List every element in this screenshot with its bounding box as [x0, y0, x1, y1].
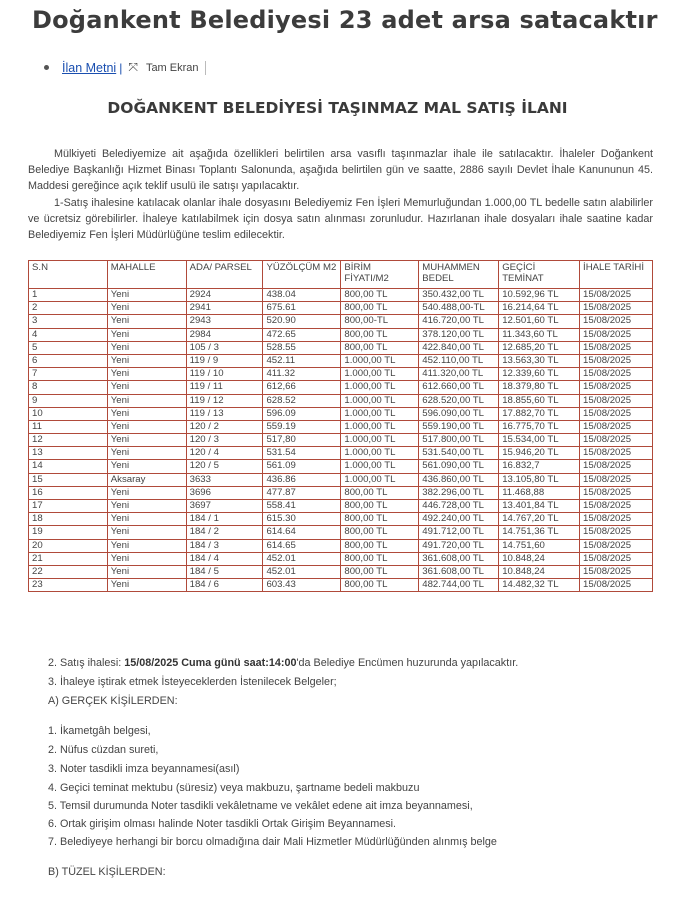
- cell-ada-parsel: 184 / 2: [186, 526, 263, 539]
- cell-birim-fiyat: 800,00 TL: [341, 302, 419, 315]
- cell-ada-parsel: 184 / 3: [186, 539, 263, 552]
- cell-birim-fiyat: 1.000,00 TL: [341, 460, 419, 473]
- cell-mahalle: Yeni: [107, 579, 186, 592]
- cell-muhammen-bedel: 596.090,00 TL: [419, 407, 499, 420]
- document-title: DOĞANKENT BELEDİYESİ TAŞINMAZ MAL SATIŞ İLANI: [107, 99, 568, 117]
- cell-ihale-tarihi: 15/08/2025: [580, 526, 653, 539]
- cell-mahalle: Yeni: [107, 526, 186, 539]
- doc-item: 1. İkametgâh belgesi,: [48, 725, 151, 737]
- cell-birim-fiyat: 1.000,00 TL: [341, 407, 419, 420]
- header-ihale-tarihi: İHALE TARİHİ: [580, 261, 653, 289]
- cell-ada-parsel: 3696: [186, 486, 263, 499]
- ilan-metni-link[interactable]: İlan Metni: [62, 60, 117, 75]
- cell-ihale-tarihi: 15/08/2025: [580, 460, 653, 473]
- cell-yuzolcum: 520.90: [263, 315, 341, 328]
- cell-muhammen-bedel: 436.860,00 TL: [419, 473, 499, 486]
- cell-ihale-tarihi: 15/08/2025: [580, 407, 653, 420]
- cell-yuzolcum: 559.19: [263, 420, 341, 433]
- cell-birim-fiyat: 1.000,00 TL: [341, 420, 419, 433]
- table-row: [29, 407, 653, 420]
- cell-yuzolcum: 612,66: [263, 381, 341, 394]
- cell-ada-parsel: 105 / 3: [186, 341, 263, 354]
- cell-birim-fiyat: 800,00 TL: [341, 565, 419, 578]
- cell-sn: 17: [29, 500, 108, 513]
- cell-ada-parsel: 120 / 3: [186, 434, 263, 447]
- table-row: [29, 486, 653, 499]
- table-row: [29, 473, 653, 486]
- header-muhammen-bedel: MUHAMMEN BEDEL: [419, 261, 499, 289]
- cell-ihale-tarihi: 15/08/2025: [580, 420, 653, 433]
- cell-birim-fiyat: 1.000,00 TL: [341, 434, 419, 447]
- cell-gecici-teminat: 16.775,70 TL: [499, 420, 580, 433]
- cell-ada-parsel: 2943: [186, 315, 263, 328]
- cell-ada-parsel: 119 / 9: [186, 354, 263, 367]
- cell-muhammen-bedel: 361.608,00 TL: [419, 565, 499, 578]
- cell-mahalle: Yeni: [107, 368, 186, 381]
- cell-muhammen-bedel: 559.190,00 TL: [419, 420, 499, 433]
- cell-ada-parsel: 120 / 5: [186, 460, 263, 473]
- cell-gecici-teminat: 18.855,60 TL: [499, 394, 580, 407]
- cell-ihale-tarihi: 15/08/2025: [580, 500, 653, 513]
- cell-ihale-tarihi: 15/08/2025: [580, 315, 653, 328]
- cell-yuzolcum: 438.04: [263, 289, 341, 302]
- table-row: [29, 539, 653, 552]
- cell-gecici-teminat: 14.751,60: [499, 539, 580, 552]
- cell-yuzolcum: 477.87: [263, 486, 341, 499]
- doc-item: 2. Nüfus cüzdan sureti,: [48, 744, 159, 756]
- sale-date-line: [48, 657, 518, 669]
- cell-yuzolcum: 561.09: [263, 460, 341, 473]
- cell-sn: 14: [29, 460, 108, 473]
- cell-gecici-teminat: 11.343,60 TL: [499, 328, 580, 341]
- cell-yuzolcum: 558.41: [263, 500, 341, 513]
- cell-ada-parsel: 119 / 10: [186, 368, 263, 381]
- cell-birim-fiyat: 1.000,00 TL: [341, 473, 419, 486]
- table-row: [29, 552, 653, 565]
- cell-sn: 9: [29, 394, 108, 407]
- cell-yuzolcum: 614.64: [263, 526, 341, 539]
- cell-gecici-teminat: 10.848,24: [499, 552, 580, 565]
- cell-gecici-teminat: 10.592,96 TL: [499, 289, 580, 302]
- cell-mahalle: Yeni: [107, 341, 186, 354]
- table-row: [29, 513, 653, 526]
- table-row: [29, 460, 653, 473]
- cell-muhammen-bedel: 482.744,00 TL: [419, 579, 499, 592]
- cell-muhammen-bedel: 382.296,00 TL: [419, 486, 499, 499]
- cell-yuzolcum: 517,80: [263, 434, 341, 447]
- cell-yuzolcum: 596.09: [263, 407, 341, 420]
- table-row: [29, 434, 653, 447]
- sale-date-suffix: 'da Belediye Encümen huzurunda yapılacaktır.: [296, 657, 519, 669]
- doc-item: 4. Geçici teminat mektubu (süresiz) veya makbuzu, şartname bedeli makbuzu: [48, 782, 420, 794]
- doc-item: 5. Temsil durumunda Noter tasdikli vekâletname ve vekâlet edene ait imza beyannamesi,: [48, 800, 473, 812]
- sale-date-bold: 15/08/2025 Cuma günü saat:14:00: [124, 657, 297, 669]
- table-row: [29, 579, 653, 592]
- cell-birim-fiyat: 800,00 TL: [341, 539, 419, 552]
- cell-mahalle: Yeni: [107, 289, 186, 302]
- documents-line: 3. İhaleye iştirak etmek İsteyeceklerden İstenilecek Belgeler;: [48, 676, 337, 688]
- cell-mahalle: Yeni: [107, 381, 186, 394]
- cell-mahalle: Yeni: [107, 552, 186, 565]
- purchase-paragraph: 1-Satış ihalesine katılacak olanlar ihale dosyasını Belediyemiz Fen İşleri Memurluğundan 1.000,00 TL bedelle satın alabilirler ve ücretsiz görebilirler. İhaleye katılabilmek için dosya satın alınması zorunludur. Hazırlanan ihale dosyaları ihale saatine kadar Belediyemiz Fen İşleri Müdürlüğüne teslim edilecektir.: [28, 197, 653, 241]
- cell-sn: 20: [29, 539, 108, 552]
- table-row: [29, 341, 653, 354]
- link-separator: |: [119, 60, 123, 75]
- cell-yuzolcum: 472.65: [263, 328, 341, 341]
- cell-muhammen-bedel: 422.840,00 TL: [419, 341, 499, 354]
- cell-ada-parsel: 119 / 13: [186, 407, 263, 420]
- intro-paragraph: Mülkiyeti Belediyemize ait aşağıda özellikleri belirtilen arsa vasıflı taşınmazlar ihale ile satılacaktır. İhaleler Doğankent Belediye Başkanlığı Hizmet Binası Toplantı Salonunda, aşağıda belirtilen gün ve saatte, 2886 sayılı Devlet İhale Kanununun 45. Maddesi gereğince açık teklif usulü ile satışı yapılacaktır.: [28, 148, 653, 192]
- doc-item: 3. Noter tasdikli imza beyannamesi(asıl): [48, 763, 240, 775]
- cell-gecici-teminat: 14.482,32 TL: [499, 579, 580, 592]
- cell-birim-fiyat: 800,00 TL: [341, 526, 419, 539]
- cell-ihale-tarihi: 15/08/2025: [580, 579, 653, 592]
- cell-ihale-tarihi: 15/08/2025: [580, 341, 653, 354]
- cell-sn: 18: [29, 513, 108, 526]
- cell-muhammen-bedel: 491.720,00 TL: [419, 539, 499, 552]
- link-bar: [44, 60, 206, 75]
- table-row: [29, 500, 653, 513]
- cell-birim-fiyat: 800,00 TL: [341, 513, 419, 526]
- cell-ada-parsel: 120 / 2: [186, 420, 263, 433]
- cell-ada-parsel: 3633: [186, 473, 263, 486]
- doc-item: 6. Ortak girişim olması halinde Noter tasdikli Ortak Girişim Beyannamesi.: [48, 818, 397, 830]
- cell-ihale-tarihi: 15/08/2025: [580, 552, 653, 565]
- cell-muhammen-bedel: 452.110,00 TL: [419, 354, 499, 367]
- cell-birim-fiyat: 800,00 TL: [341, 486, 419, 499]
- cell-gecici-teminat: 13.401,84 TL: [499, 500, 580, 513]
- cell-mahalle: Yeni: [107, 394, 186, 407]
- cell-gecici-teminat: 14.767,20 TL: [499, 513, 580, 526]
- cell-mahalle: Aksaray: [107, 473, 186, 486]
- cell-sn: 16: [29, 486, 108, 499]
- cell-gecici-teminat: 16.832,7: [499, 460, 580, 473]
- cell-sn: 23: [29, 579, 108, 592]
- cell-sn: 2: [29, 302, 108, 315]
- cell-muhammen-bedel: 411.320,00 TL: [419, 368, 499, 381]
- doc-item: 7. Belediyeye herhangi bir borcu olmadığına dair Mali Hizmetler Müdürlüğünden alınmış belge: [48, 836, 497, 848]
- cell-sn: 1: [29, 289, 108, 302]
- cell-muhammen-bedel: 350.432,00 TL: [419, 289, 499, 302]
- cell-ihale-tarihi: 15/08/2025: [580, 381, 653, 394]
- cell-ada-parsel: 184 / 6: [186, 579, 263, 592]
- cell-muhammen-bedel: 446.728,00 TL: [419, 500, 499, 513]
- cell-sn: 11: [29, 420, 108, 433]
- table-row: [29, 394, 653, 407]
- cell-birim-fiyat: 800,00 TL: [341, 289, 419, 302]
- cell-birim-fiyat: 1.000,00 TL: [341, 368, 419, 381]
- cell-ada-parsel: 184 / 1: [186, 513, 263, 526]
- cell-mahalle: Yeni: [107, 500, 186, 513]
- header-birim-fiyat: BİRİM FİYATI/M2: [341, 261, 419, 289]
- cell-yuzolcum: 436.86: [263, 473, 341, 486]
- header-gecici-teminat: GEÇİCİ TEMİNAT: [499, 261, 580, 289]
- cell-ada-parsel: 3697: [186, 500, 263, 513]
- cell-yuzolcum: 528.55: [263, 341, 341, 354]
- cell-birim-fiyat: 800,00 TL: [341, 341, 419, 354]
- cell-gecici-teminat: 12.685,20 TL: [499, 341, 580, 354]
- cell-sn: 7: [29, 368, 108, 381]
- cell-yuzolcum: 675.61: [263, 302, 341, 315]
- table-row: [29, 302, 653, 315]
- table-header-row: [29, 261, 653, 289]
- parcel-table: [28, 260, 653, 592]
- cell-yuzolcum: 628.52: [263, 394, 341, 407]
- cell-ada-parsel: 119 / 12: [186, 394, 263, 407]
- cell-sn: 3: [29, 315, 108, 328]
- cell-ihale-tarihi: 15/08/2025: [580, 486, 653, 499]
- cell-ada-parsel: 184 / 5: [186, 565, 263, 578]
- cell-mahalle: Yeni: [107, 486, 186, 499]
- cell-ada-parsel: 2924: [186, 289, 263, 302]
- cell-ihale-tarihi: 15/08/2025: [580, 302, 653, 315]
- cell-mahalle: Yeni: [107, 354, 186, 367]
- table-row: [29, 289, 653, 302]
- cell-muhammen-bedel: 492.240,00 TL: [419, 513, 499, 526]
- cell-gecici-teminat: 17.882,70 TL: [499, 407, 580, 420]
- cell-muhammen-bedel: 540.488,00-TL: [419, 302, 499, 315]
- cell-birim-fiyat: 800,00-TL: [341, 315, 419, 328]
- cell-birim-fiyat: 1.000,00 TL: [341, 394, 419, 407]
- cell-mahalle: Yeni: [107, 460, 186, 473]
- table-row: [29, 315, 653, 328]
- cell-gecici-teminat: 10.848,24: [499, 565, 580, 578]
- header-mahalle: MAHALLE: [107, 261, 186, 289]
- section-b-title: B) TÜZEL KİŞİLERDEN:: [48, 866, 166, 878]
- table-row: [29, 526, 653, 539]
- cell-mahalle: Yeni: [107, 315, 186, 328]
- cell-mahalle: Yeni: [107, 407, 186, 420]
- cell-birim-fiyat: 800,00 TL: [341, 552, 419, 565]
- cell-yuzolcum: 452.11: [263, 354, 341, 367]
- cell-ihale-tarihi: 15/08/2025: [580, 289, 653, 302]
- cell-ihale-tarihi: 15/08/2025: [580, 473, 653, 486]
- cell-gecici-teminat: 16.214,64 TL: [499, 302, 580, 315]
- cell-ihale-tarihi: 15/08/2025: [580, 539, 653, 552]
- cell-sn: 15: [29, 473, 108, 486]
- cell-gecici-teminat: 15.534,00 TL: [499, 434, 580, 447]
- cell-yuzolcum: 531.54: [263, 447, 341, 460]
- cell-sn: 8: [29, 381, 108, 394]
- headline: Doğankent Belediyesi 23 adet arsa satacaktır: [32, 6, 658, 34]
- cell-birim-fiyat: 1.000,00 TL: [341, 354, 419, 367]
- cell-gecici-teminat: 18.379,80 TL: [499, 381, 580, 394]
- cell-gecici-teminat: 13.105,80 TL: [499, 473, 580, 486]
- cell-birim-fiyat: 800,00 TL: [341, 579, 419, 592]
- cell-gecici-teminat: 11.468,88: [499, 486, 580, 499]
- header-yuzolcum: YÜZÖLÇÜM M2: [263, 261, 341, 289]
- cell-muhammen-bedel: 531.540,00 TL: [419, 447, 499, 460]
- cell-mahalle: Yeni: [107, 447, 186, 460]
- cell-muhammen-bedel: 517.800,00 TL: [419, 434, 499, 447]
- table-row: [29, 328, 653, 341]
- cell-muhammen-bedel: 561.090,00 TL: [419, 460, 499, 473]
- cell-yuzolcum: 614.65: [263, 539, 341, 552]
- table-row: [29, 354, 653, 367]
- cell-muhammen-bedel: 628.520,00 TL: [419, 394, 499, 407]
- bullet-icon: [44, 65, 49, 70]
- cell-birim-fiyat: 1.000,00 TL: [341, 381, 419, 394]
- table-row: [29, 420, 653, 433]
- cell-yuzolcum: 411.32: [263, 368, 341, 381]
- cell-ihale-tarihi: 15/08/2025: [580, 513, 653, 526]
- cell-sn: 19: [29, 526, 108, 539]
- cell-ada-parsel: 184 / 4: [186, 552, 263, 565]
- cell-sn: 10: [29, 407, 108, 420]
- cell-ada-parsel: 119 / 11: [186, 381, 263, 394]
- cell-sn: 6: [29, 354, 108, 367]
- cell-ihale-tarihi: 15/08/2025: [580, 394, 653, 407]
- cell-mahalle: Yeni: [107, 302, 186, 315]
- table-row: [29, 565, 653, 578]
- cell-mahalle: Yeni: [107, 420, 186, 433]
- table-row: [29, 381, 653, 394]
- section-a-title: A) GERÇEK KİŞİLERDEN:: [48, 695, 178, 707]
- cell-birim-fiyat: 800,00 TL: [341, 328, 419, 341]
- cell-mahalle: Yeni: [107, 539, 186, 552]
- cell-ada-parsel: 2941: [186, 302, 263, 315]
- cell-yuzolcum: 615.30: [263, 513, 341, 526]
- cell-sn: 5: [29, 341, 108, 354]
- cell-sn: 22: [29, 565, 108, 578]
- cell-mahalle: Yeni: [107, 565, 186, 578]
- cell-ihale-tarihi: 15/08/2025: [580, 328, 653, 341]
- cell-gecici-teminat: 13.563,30 TL: [499, 354, 580, 367]
- cell-sn: 21: [29, 552, 108, 565]
- cell-sn: 4: [29, 328, 108, 341]
- cell-muhammen-bedel: 612.660,00 TL: [419, 381, 499, 394]
- fullscreen-link[interactable]: Tam Ekran: [145, 61, 199, 74]
- cell-birim-fiyat: 1.000,00 TL: [341, 447, 419, 460]
- cell-ada-parsel: 2984: [186, 328, 263, 341]
- cell-ihale-tarihi: 15/08/2025: [580, 368, 653, 381]
- cell-gecici-teminat: 12.501,60 TL: [499, 315, 580, 328]
- cell-sn: 12: [29, 434, 108, 447]
- header-sn: S.N: [29, 261, 108, 289]
- cell-mahalle: Yeni: [107, 434, 186, 447]
- cell-yuzolcum: 603.43: [263, 579, 341, 592]
- cell-ihale-tarihi: 15/08/2025: [580, 354, 653, 367]
- cell-mahalle: Yeni: [107, 513, 186, 526]
- cell-gecici-teminat: 15.946,20 TL: [499, 447, 580, 460]
- divider: [205, 61, 206, 75]
- header-ada-parsel: ADA/ PARSEL: [186, 261, 263, 289]
- cell-yuzolcum: 452.01: [263, 565, 341, 578]
- cell-muhammen-bedel: 361.608,00 TL: [419, 552, 499, 565]
- fullscreen-icon[interactable]: ⤧: [128, 60, 138, 74]
- table-row: [29, 447, 653, 460]
- cell-mahalle: Yeni: [107, 328, 186, 341]
- cell-birim-fiyat: 800,00 TL: [341, 500, 419, 513]
- cell-gecici-teminat: 14.751,36 TL: [499, 526, 580, 539]
- cell-ihale-tarihi: 15/08/2025: [580, 565, 653, 578]
- cell-ada-parsel: 120 / 4: [186, 447, 263, 460]
- table-row: [29, 368, 653, 381]
- cell-gecici-teminat: 12.339,60 TL: [499, 368, 580, 381]
- cell-sn: 13: [29, 447, 108, 460]
- cell-ihale-tarihi: 15/08/2025: [580, 434, 653, 447]
- cell-muhammen-bedel: 416.720,00 TL: [419, 315, 499, 328]
- cell-muhammen-bedel: 378.120,00 TL: [419, 328, 499, 341]
- cell-muhammen-bedel: 491.712,00 TL: [419, 526, 499, 539]
- cell-yuzolcum: 452.01: [263, 552, 341, 565]
- sale-date-prefix: 2. Satış ihalesi:: [48, 657, 125, 669]
- cell-ihale-tarihi: 15/08/2025: [580, 447, 653, 460]
